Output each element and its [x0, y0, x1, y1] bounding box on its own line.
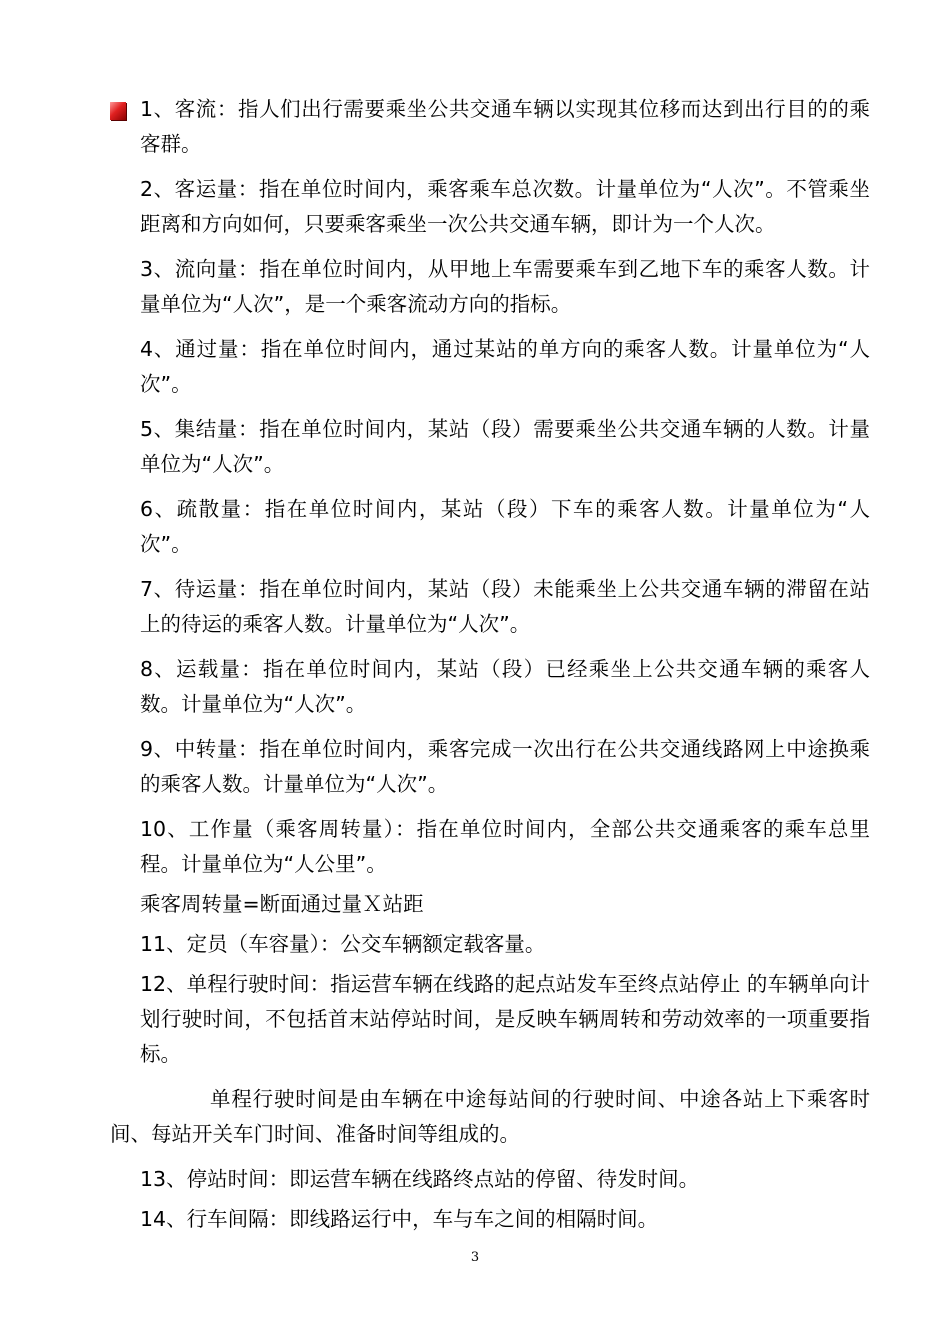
paragraph-12-note: 单程行驶时间是由车辆在中途每站间的行驶时间、中途各站上下乘客时间、每站开关车门时间、准备时间等组成的。 — [110, 1087, 870, 1146]
formula-line: 乘客周转量=断面通过量Ｘ站距 — [140, 892, 424, 916]
paragraph-14: 14、行车间隔：即线路运行中，车与车之间的相隔时间。 — [140, 1207, 659, 1231]
paragraph-13: 13、停站时间：即运营车辆在线路终点站的停留、待发时间。 — [140, 1167, 700, 1191]
paragraph-1-text: 1、客流：指人们出行需要乘坐公共交通车辆以实现其位移而达到出行目的的乘客群。 — [140, 97, 870, 156]
paragraph-8: 8、运载量：指在单位时间内，某站（段）已经乘坐上公共交通车辆的乘客人数。计量单位为“人次”。 — [140, 657, 870, 716]
paragraph-10: 10、工作量（乘客周转量）：指在单位时间内，全部公共交通乘客的乘车总里程。计量单位为“人公里”。 — [140, 817, 870, 876]
page-number: 3 — [470, 1250, 480, 1265]
paragraph-9: 9、中转量：指在单位时间内，乘客完成一次出行在公共交通线路网上中途换乘的乘客人数。计量单位为“人次”。 — [140, 737, 870, 796]
paragraph-11: 11、定员（车容量）：公交车辆额定载客量。 — [140, 932, 546, 956]
paragraph-3: 3、流向量：指在单位时间内，从甲地上车需要乘车到乙地下车的乘客人数。计量单位为“人次”，是一个乘客流动方向的指标。 — [140, 257, 870, 316]
document-body — [110, 92, 870, 1242]
paragraph-1 — [110, 92, 870, 162]
paragraph-12: 12、单程行驶时间：指运营车辆在线路的起点站发车至终点站停止 的车辆单向计划行驶时间，不包括首末站停站时间，是反映车辆周转和劳动效率的一项重要指标。 — [140, 972, 870, 1066]
paragraph-6: 6、疏散量：指在单位时间内，某站（段）下车的乘客人数。计量单位为“人次”。 — [140, 497, 870, 556]
paragraph-5: 5、集结量：指在单位时间内，某站（段）需要乘坐公共交通车辆的人数。计量单位为“人次”。 — [140, 417, 870, 476]
paragraph-4: 4、通过量：指在单位时间内，通过某站的单方向的乘客人数。计量单位为“人次”。 — [140, 337, 870, 396]
red-square-bullet-icon — [110, 102, 126, 120]
paragraph-7: 7、待运量：指在单位时间内，某站（段）未能乘坐上公共交通车辆的滞留在站上的待运的乘客人数。计量单位为“人次”。 — [140, 577, 870, 636]
paragraph-2: 2、客运量：指在单位时间内，乘客乘车总次数。计量单位为“人次”。不管乘坐距离和方向如何，只要乘客乘坐一次公共交通车辆，即计为一个人次。 — [140, 177, 870, 236]
